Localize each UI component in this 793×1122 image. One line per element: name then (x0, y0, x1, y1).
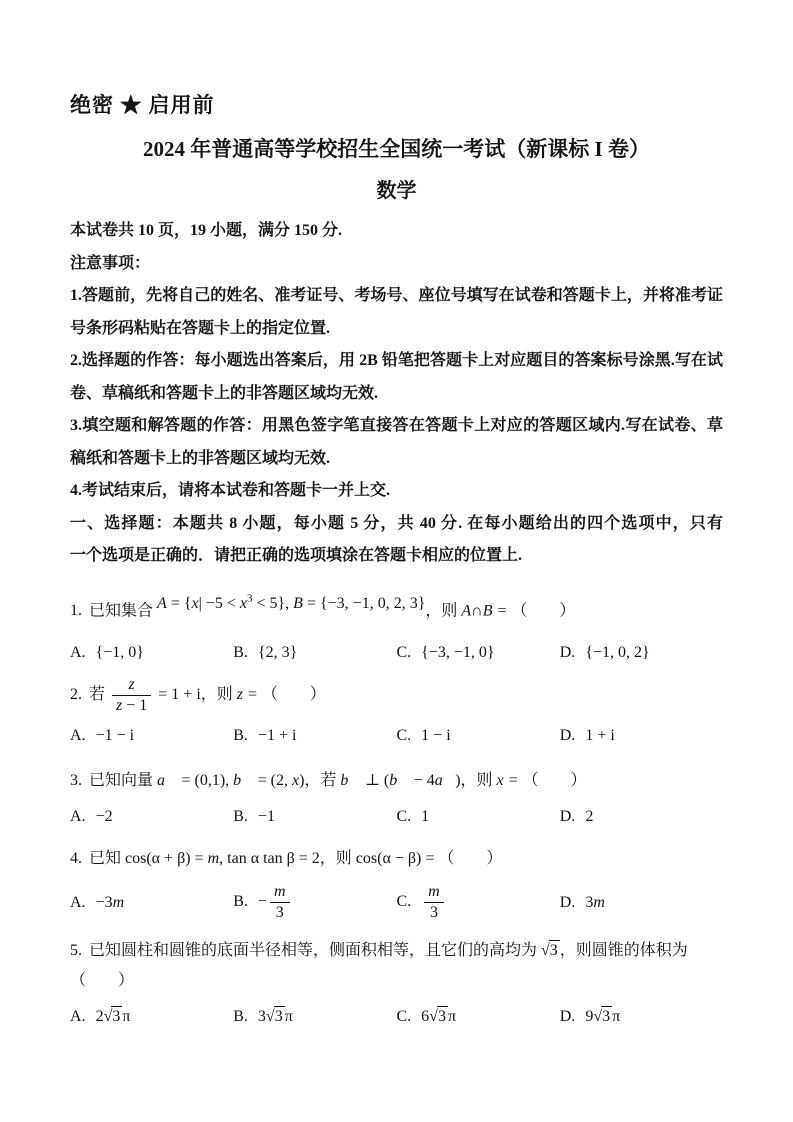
question-1-option-b (233, 638, 396, 668)
pi-symbol: π (447, 1007, 457, 1025)
math-fragment: = (0,1), (177, 771, 234, 789)
question-2-options (70, 721, 723, 751)
vector-a: a⃗ (157, 771, 178, 789)
question-5-lead: 已知圆柱和圆锥的底面半径相等，侧面积相等，且它们的高均为 (89, 941, 538, 959)
question-4-option-d (560, 893, 723, 912)
option-value: −3 (95, 894, 113, 912)
fraction-numerator: z (128, 675, 135, 693)
question-1-set-formula (157, 592, 426, 612)
vector-b: b⃗ (340, 771, 361, 789)
question-1 (70, 585, 723, 668)
fraction (270, 883, 290, 922)
option-letter: B. (233, 726, 248, 744)
option-letter: C. (396, 807, 412, 825)
question-3 (70, 766, 723, 832)
question-1-number: 1. (70, 601, 82, 619)
perpendicular-symbol: ⊥ ( (360, 771, 390, 789)
fraction (112, 676, 151, 715)
notice-heading: 注意事项： (70, 254, 151, 272)
math-fragment: x (239, 594, 247, 612)
option-value: −1 + i (257, 726, 297, 744)
radical-symbol: √ (593, 1007, 603, 1025)
option-value: {−3, −1, 0} (421, 643, 495, 661)
radical-symbol: √ (265, 1007, 275, 1025)
vector-a: a⃗ (434, 771, 456, 789)
pi-symbol: π (122, 1007, 131, 1025)
radicand: 3 (549, 941, 558, 959)
fraction-denominator: 3 (270, 902, 290, 922)
option-value: −2 (95, 807, 113, 825)
question-4-option-a (70, 893, 233, 912)
math-fragment: < 5}, (252, 594, 294, 612)
option-letter: C. (396, 643, 412, 661)
option-value: −1 − i (95, 726, 135, 744)
math-fragment: ) (455, 771, 461, 789)
question-3-vector-definition (157, 772, 304, 789)
option-letter: B. (233, 893, 248, 911)
math-fragment: , tan α tan β = 2 (219, 849, 320, 867)
math-fragment: cos(α + β) = (125, 849, 208, 867)
question-1-option-d (560, 638, 723, 668)
question-2-equation: = 1 + i (158, 685, 201, 703)
option-letter: C. (396, 893, 412, 911)
option-letter: B. (233, 807, 248, 825)
question-1-options (70, 638, 723, 668)
question-1-then: ，则 (425, 601, 458, 619)
question-5-option-c (397, 1002, 560, 1032)
radical-symbol: √ (103, 1007, 113, 1025)
option-letter: D. (559, 894, 576, 912)
option-value: {2, 3} (257, 643, 298, 661)
math-fragment: z (116, 696, 123, 714)
question-1-lead: 已知集合 (89, 601, 154, 619)
option-value: 1 + i (585, 726, 615, 744)
question-1-option-a (70, 638, 233, 668)
coefficient: 9 (585, 1007, 594, 1025)
subject-title: 数学 (376, 180, 417, 202)
question-5-tail: ，则圆锥的体积为 (559, 941, 688, 959)
math-fragment: = {−3, −1, 0, 2, 3} (302, 594, 426, 612)
notice-item-1-line-1: 1.答题前，先将自己的姓名、准考证号、考场号、座位号填写在试卷和答题卡上，并将准考证 (70, 287, 723, 304)
question-3-stem (70, 766, 723, 796)
question-3-lead: 已知向量 (89, 771, 154, 789)
math-fragment: = (2, (253, 771, 292, 789)
option-value: 2 (585, 807, 594, 825)
math-fragment: | −5 < (198, 594, 240, 612)
square-root (104, 1008, 123, 1025)
question-2-then: ，则 (200, 685, 233, 703)
coefficient: 6 (421, 1007, 430, 1025)
question-1-option-c (397, 638, 560, 668)
question-2-option-b (233, 721, 396, 751)
secrecy-label: 绝密 ★ 启用前 (70, 93, 215, 117)
fraction-numerator: m (428, 883, 440, 901)
question-4 (70, 844, 723, 926)
radicand: 3 (274, 1007, 283, 1025)
math-fragment: − 4 (409, 771, 435, 789)
vector-b: b⃗ (233, 771, 254, 789)
square-root (593, 1008, 612, 1025)
question-5-option-a (70, 1002, 233, 1032)
option-value: {−1, 0} (95, 643, 144, 661)
question-1-intersection-formula: A∩B = (461, 601, 512, 619)
option-letter: D. (559, 1007, 576, 1025)
question-4-option-b (233, 883, 396, 922)
section-one-heading-line-2: 一个选项是正确的．请把正确的选项填涂在答题卡相应的位置上. (70, 547, 523, 564)
question-5-option-b (233, 1002, 396, 1032)
pi-symbol: π (284, 1007, 293, 1025)
minus-sign: − (257, 893, 267, 911)
math-fragment: B (293, 594, 303, 612)
radicand: 3 (602, 1007, 611, 1025)
square-root (266, 1008, 285, 1025)
notice-item-2-line-1: 2.选择题的作答：每小题选出答案后，用 2B 铅笔把答题卡上对应题目的答案标号涂黑.写在试 (70, 352, 723, 369)
question-5-options (70, 1002, 723, 1032)
question-2-stem (70, 676, 723, 715)
option-letter: A. (70, 894, 86, 912)
option-letter: B. (233, 1007, 248, 1025)
question-4-number: 4. (70, 849, 82, 867)
option-letter: C. (396, 726, 412, 744)
question-4-target-expression: cos(α − β) = (355, 849, 439, 867)
math-fragment: x (191, 594, 199, 612)
question-2-option-c (397, 721, 560, 751)
question-3-perpendicular-condition (340, 772, 460, 789)
question-5-stem (70, 936, 723, 996)
notice-item-2-line-2: 卷、草稿纸和答题卡上的非答题区域均无效. (70, 384, 379, 402)
question-3-options (70, 802, 723, 832)
option-letter: D. (559, 643, 576, 661)
answer-blank-parentheses: （ ） (511, 601, 576, 619)
answer-blank-parentheses: （ ） (438, 849, 503, 867)
option-value: 1 (421, 807, 430, 825)
math-fragment: = { (166, 594, 192, 612)
math-fragment: x (291, 771, 300, 789)
math-fragment: ) (299, 771, 305, 789)
coefficient: 2 (95, 1007, 104, 1025)
math-fragment: − 1 (122, 696, 148, 714)
exam-title: 2024 年普通高等学校招生全国统一考试（新课标 I 卷） (143, 137, 650, 161)
question-3-option-b (233, 802, 396, 832)
question-2-unknown: z = (236, 685, 262, 703)
fraction-denominator (112, 695, 151, 715)
option-value: m (112, 894, 125, 912)
question-3-unknown: x = (496, 771, 523, 789)
question-3-option-d (560, 802, 723, 832)
coefficient: 3 (257, 1007, 266, 1025)
question-3-option-a (70, 802, 233, 832)
radicand: 3 (112, 1007, 121, 1025)
square-root (541, 942, 560, 959)
math-fragment: m (207, 849, 220, 867)
question-2 (70, 676, 723, 751)
fraction-denominator: 3 (424, 902, 444, 922)
question-2-option-d (560, 721, 723, 751)
question-4-lead: 已知 (89, 849, 122, 867)
answer-blank-parentheses: （ ） (70, 971, 135, 989)
math-superscript: 3 (246, 592, 253, 605)
notice-item-4: 4.考试结束后，请将本试卷和答题卡一并上交. (70, 482, 391, 499)
vector-b: b⃗ (389, 771, 410, 789)
question-2-option-a (70, 721, 233, 751)
option-value: m (593, 894, 605, 912)
question-3-number: 3. (70, 771, 82, 789)
option-letter: D. (559, 726, 576, 744)
radical-symbol: √ (429, 1007, 438, 1025)
question-4-then: ，则 (319, 849, 352, 867)
question-3-then: ，则 (460, 771, 493, 789)
pi-symbol: π (612, 1007, 621, 1025)
question-1-stem (70, 585, 723, 632)
radical-symbol: √ (541, 941, 550, 959)
answer-blank-parentheses: （ ） (261, 685, 326, 703)
question-4-stem (70, 844, 723, 874)
option-letter: B. (233, 643, 248, 661)
question-2-lead: 若 (89, 685, 106, 703)
option-letter: A. (70, 726, 86, 744)
question-5 (70, 936, 723, 1032)
square-root (429, 1008, 448, 1025)
option-value: −1 (257, 807, 275, 825)
option-letter: A. (70, 1007, 86, 1025)
question-4-option-c (397, 883, 560, 922)
question-5-option-d (560, 1002, 723, 1032)
option-value: 1 − i (421, 726, 451, 744)
question-3-option-c (397, 802, 560, 832)
question-3-if: ，若 (304, 771, 337, 789)
radicand: 3 (437, 1007, 446, 1025)
question-4-trig-conditions (125, 850, 320, 867)
notice-item-3-line-1: 3.填空题和解答题的作答：用黑色签字笔直接答在答题卡上对应的答题区域内.写在试卷、草 (70, 417, 723, 434)
math-fragment: A (157, 594, 167, 612)
option-value: 3 (585, 894, 594, 912)
option-letter: A. (70, 643, 86, 661)
option-letter: A. (70, 807, 86, 825)
option-value: {−1, 0, 2} (585, 643, 650, 661)
answer-blank-parentheses: （ ） (522, 771, 587, 789)
paper-info: 本试卷共 10 页，19 小题，满分 150 分. (70, 222, 343, 239)
fraction-numerator: m (273, 883, 286, 901)
question-4-options (70, 880, 723, 926)
option-letter: C. (396, 1007, 412, 1025)
notice-item-3-line-2: 稿纸和答题卡上的非答题区域均无效. (70, 449, 331, 467)
notice-item-1-line-2: 号条形码粘贴在答题卡上的指定位置. (70, 319, 331, 337)
section-one-heading-line-1: 一、选择题：本题共 8 小题，每小题 5 分，共 40 分. 在每小题给出的四个选项中，只有 (70, 514, 723, 532)
fraction (424, 883, 444, 922)
question-2-number: 2. (70, 685, 82, 703)
question-5-number: 5. (70, 941, 82, 959)
option-letter: D. (559, 807, 576, 825)
